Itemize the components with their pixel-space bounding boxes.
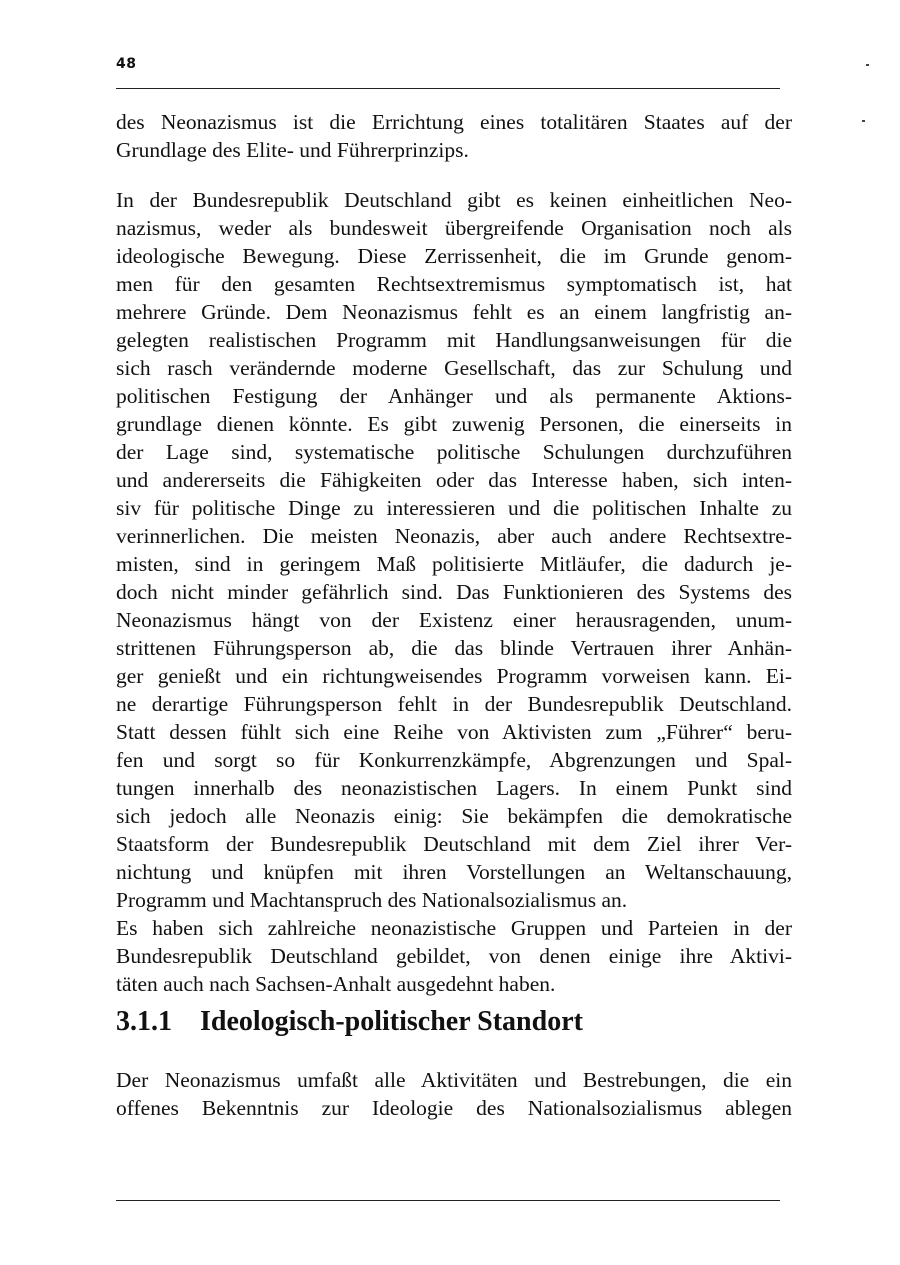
footer-rule bbox=[116, 1200, 780, 1201]
page-number: 48 bbox=[116, 56, 137, 72]
text-line: men für den gesamten Rechtsextremismus symptomatisch ist, hat bbox=[116, 272, 792, 296]
text-line: nazismus, weder als bundesweit übergreifende Organisation noch als bbox=[116, 216, 792, 240]
text-line: ideologische Bewegung. Diese Zerrissenheit, die im Grunde genom- bbox=[116, 244, 792, 268]
text-line: nichtung und knüpfen mit ihren Vorstellungen an Weltanschauung, bbox=[116, 860, 792, 884]
text-line: fen und sorgt so für Konkurrenzkämpfe, Abgrenzungen und Spal- bbox=[116, 748, 792, 772]
text-line: Der Neonazismus umfaßt alle Aktivitäten und Bestrebungen, die ein bbox=[116, 1068, 792, 1092]
paragraph-3 bbox=[116, 1066, 792, 1122]
scan-speck bbox=[866, 64, 869, 66]
text-line: misten, sind in geringem Maß politisierte Mitläufer, die dadurch je- bbox=[116, 552, 792, 576]
paragraph-1 bbox=[116, 108, 792, 164]
text-line: verinnerlichen. Die meisten Neonazis, aber auch andere Rechtsextre- bbox=[116, 524, 792, 548]
text-line: offenes Bekenntnis zur Ideologie des Nationalsozialismus ablegen bbox=[116, 1096, 792, 1120]
text-line: sich rasch verändernde moderne Gesellschaft, das zur Schulung und bbox=[116, 356, 792, 380]
text-line: politischen Festigung der Anhänger und als permanente Aktions- bbox=[116, 384, 792, 408]
section-heading bbox=[116, 1002, 583, 1042]
text-line: täten auch nach Sachsen-Anhalt ausgedehnt haben. bbox=[116, 972, 556, 996]
text-line: Grundlage des Elite- und Führerprinzips. bbox=[116, 138, 469, 162]
scan-speck bbox=[862, 120, 865, 122]
text-line: Bundesrepublik Deutschland gebildet, von denen einige ihre Aktivi- bbox=[116, 944, 792, 968]
paragraph-2 bbox=[116, 186, 792, 998]
text-line: strittenen Führungsperson ab, die das blinde Vertrauen ihrer Anhän- bbox=[116, 636, 792, 660]
text-line: Es haben sich zahlreiche neonazistische Gruppen und Parteien in der bbox=[116, 916, 792, 940]
text-line: tungen innerhalb des neonazistischen Lagers. In einem Punkt sind bbox=[116, 776, 792, 800]
text-line: Neonazismus hängt von der Existenz einer herausragenden, unum- bbox=[116, 608, 792, 632]
text-line: In der Bundesrepublik Deutschland gibt es keinen einheitlichen Neo- bbox=[116, 188, 792, 212]
text-line: ger genießt und ein richtungweisendes Programm vorweisen kann. Ei- bbox=[116, 664, 792, 688]
section-title: Ideologisch-politischer Standort bbox=[200, 1006, 583, 1037]
text-line: doch nicht minder gefährlich sind. Das Funktionieren des Systems des bbox=[116, 580, 792, 604]
text-line: und andererseits die Fähigkeiten oder das Interesse haben, sich inten- bbox=[116, 468, 792, 492]
text-line: Staatsform der Bundesrepublik Deutschland mit dem Ziel ihrer Ver- bbox=[116, 832, 792, 856]
text-line: grundlage dienen könnte. Es gibt zuwenig Personen, die einerseits in bbox=[116, 412, 792, 436]
text-line: der Lage sind, systematische politische Schulungen durchzuführen bbox=[116, 440, 792, 464]
text-line: mehrere Gründe. Dem Neonazismus fehlt es an einem langfristig an- bbox=[116, 300, 792, 324]
text-line: Programm und Machtanspruch des Nationalsozialismus an. bbox=[116, 888, 628, 912]
section-number: 3.1.1 bbox=[116, 1006, 172, 1037]
text-line: gelegten realistischen Programm mit Handlungsanweisungen für die bbox=[116, 328, 792, 352]
header-rule bbox=[116, 88, 780, 89]
text-line: des Neonazismus ist die Errichtung eines totalitären Staates auf der bbox=[116, 110, 792, 134]
text-line: sich jedoch alle Neonazis einig: Sie bekämpfen die demokratische bbox=[116, 804, 792, 828]
text-line: siv für politische Dinge zu interessieren und die politischen Inhalte zu bbox=[116, 496, 792, 520]
text-line: ne derartige Führungsperson fehlt in der Bundesrepublik Deutschland. bbox=[116, 692, 792, 716]
text-line: Statt dessen fühlt sich eine Reihe von Aktivisten zum „Führer“ beru- bbox=[116, 720, 792, 744]
